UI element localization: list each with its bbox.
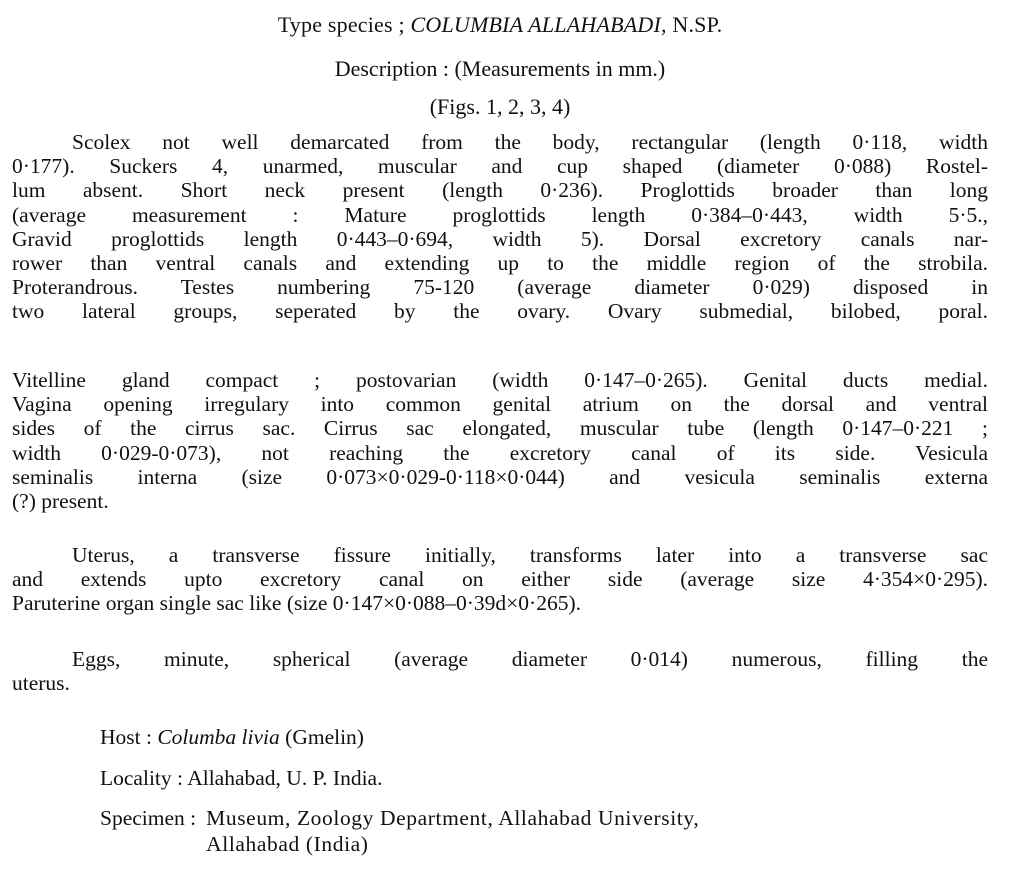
text-line: Proterandrous. Testes numbering 75-120 (average diameter 0·029) disposed in: [12, 275, 988, 300]
type-species-heading: [0, 12, 1000, 38]
specimen-line: [100, 805, 699, 857]
host-author: (Gmelin): [285, 725, 364, 749]
text-line: uterus.: [12, 671, 70, 696]
scolex-paragraph: [12, 130, 988, 324]
text-line: lum absent. Short neck present (length 0·236). Proglottids broader than long: [12, 178, 988, 203]
text-line: Paruterine organ single sac like (size 0·147×0·088–0·39d×0·265).: [12, 591, 581, 616]
vitelline-paragraph: [12, 368, 988, 513]
description-heading: Description : (Measurements in mm.): [334, 56, 666, 81]
specimen-value-line1: Museum, Zoology Department, Allahabad University,: [206, 806, 700, 830]
text-line: width 0·029-0·073), not reaching the excretory canal of its side. Vesicula: [12, 440, 988, 465]
figures-reference: (Figs. 1, 2, 3, 4): [429, 94, 571, 119]
host-label: Host :: [100, 725, 152, 749]
type-species-label: Type species ;: [277, 12, 405, 37]
text-line: two lateral groups, seperated by the ovary. Ovary submedial, bilobed, poral.: [12, 299, 988, 324]
locality-value: Allahabad, U. P. India.: [187, 766, 383, 790]
locality-line: [100, 765, 382, 791]
eggs-paragraph: [12, 647, 988, 695]
text-line: 0·177). Suckers 4, unarmed, muscular and cup shaped (diameter 0·088) Rostel-: [12, 154, 988, 179]
specimen-value-line2: Allahabad (India): [206, 832, 369, 856]
text-line: Vitelline gland compact ; postovarian (width 0·147–0·265). Genital ducts medial.: [12, 368, 988, 392]
text-line: and extends upto excretory canal on either side (average size 4·354×0·295).: [12, 567, 988, 592]
uterus-paragraph: [12, 543, 988, 616]
text-line: Vagina opening irregulary into common genital atrium on the dorsal and ventral: [12, 392, 988, 417]
host-line: [100, 724, 364, 750]
host-name: Columba livia: [157, 725, 280, 749]
text-line: (?) present.: [12, 489, 109, 514]
new-species-marker: N.SP.: [672, 12, 723, 37]
text-line: Gravid proglottids length 0·443–0·694, width 5). Dorsal excretory canals nar-: [12, 226, 988, 251]
species-name: COLUMBIA ALLAHABADI,: [410, 12, 667, 37]
text-line: (average measurement : Mature proglottids length 0·384–0·443, width 5·5.,: [12, 202, 988, 227]
text-line: Eggs, minute, spherical (average diameter 0·014) numerous, filling the: [72, 647, 988, 671]
text-line: sides of the cirrus sac. Cirrus sac elongated, muscular tube (length 0·147–0·221 ;: [12, 416, 988, 441]
specimen-label: Specimen :: [100, 806, 197, 830]
text-line: Uterus, a transverse fissure initially, transforms later into a transverse sac: [72, 543, 988, 567]
text-line: Scolex not well demarcated from the body, rectangular (length 0·118, width: [72, 130, 988, 154]
text-line: seminalis interna (size 0·073×0·029-0·118×0·044) and vesicula seminalis externa: [12, 464, 988, 489]
text-line: rower than ventral canals and extending up to the middle region of the strobila.: [12, 251, 988, 276]
locality-label: Locality :: [100, 766, 183, 790]
